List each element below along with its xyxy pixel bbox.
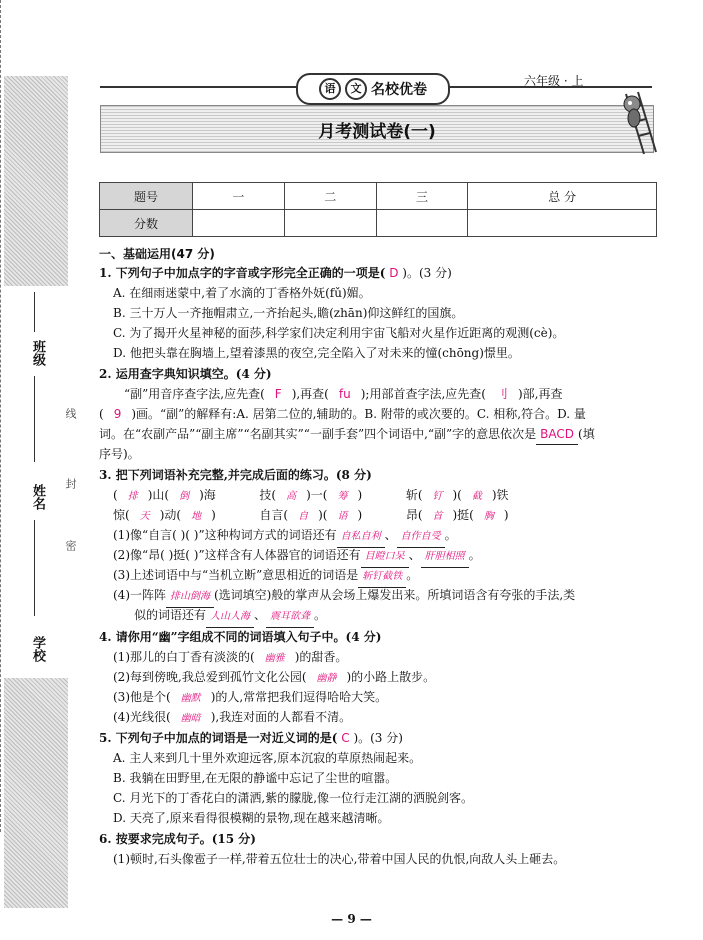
q4-stem: 4. 请你用“幽”字组成不同的词语填入句子中。(4 分): [99, 630, 382, 644]
logo-char-2: 文: [345, 78, 367, 100]
q3-stem: 3. 把下列词语补充完整,并完成后面的练习。(8 分): [99, 468, 372, 482]
monkey-ladder-illustration: [618, 88, 658, 156]
q3-sub-2: (2)像“昂( )挺( )”这样含有人体器官的词语还有 目瞪口呆 、 肝胆相照 。: [113, 545, 659, 568]
logo-char-1: 语: [319, 78, 341, 100]
school-label: 学校: [30, 636, 45, 662]
seal-seal: 封: [64, 478, 77, 489]
binding-line: [0, 0, 1, 832]
q3-word-row-1: ( 排 )山( 倒 )海 技( 高 )一( 筹 ) 斩( 钉 )( 截 )铁: [113, 488, 509, 502]
name-label: 姓名: [30, 484, 45, 510]
class-label: 班级: [30, 340, 45, 366]
q2-answer-3: 刂: [495, 387, 508, 401]
q2-line-4: 序号)。: [99, 447, 140, 461]
q2-line-3: 词。在“农副产品”“副主席”“名副其实”“一副手套”四个词语中,“副”字的意思依次是 BACD (填: [99, 424, 659, 445]
grade-label: 六年级 · 上: [524, 74, 584, 88]
score-row-label: 分数: [100, 210, 193, 237]
seal-line: 线: [64, 408, 77, 419]
q1-option-a: A. 在细雨迷蒙中,着了水滴的丁香格外妩(fǔ)媚。: [113, 286, 371, 300]
q5-answer: C: [341, 731, 350, 745]
q1-stem: 1. 下列句子中加点字的字音或字形完全正确的一项是( D )。(3 分): [99, 266, 452, 280]
q4-line-2: (2)每到傍晚,我总爱到孤竹文化公园( 幽静 )的小路上散步。: [113, 670, 436, 684]
score-col-total: 总 分: [468, 183, 657, 210]
margin-pattern-bottom: [4, 678, 68, 908]
q2-answer-1: F: [274, 387, 282, 401]
q5-stem: 5. 下列句子中加点的词语是一对近义词的是( C )。(3 分): [99, 731, 403, 745]
q4-line-4: (4)光线很( 幽暗 ),我连对面的人都看不清。: [113, 710, 352, 724]
q5-option-c: C. 月光下的丁香花白的潇洒,紫的朦胧,像一位行走江湖的洒脱剑客。: [113, 791, 474, 805]
seal-close: 密: [64, 540, 77, 551]
q6-line-1: (1)顿时,石头像雹子一样,带着五位壮士的决心,带着中国人民的仇恨,向敌人头上砸去。: [113, 852, 566, 866]
q3-sub-3: (3)上述词语中与“当机立断”意思相近的词语是 斩钉截铁 。: [113, 565, 659, 588]
q5-option-a: A. 主人来到几十里外欢迎远客,原本沉寂的草原热闹起来。: [113, 751, 422, 765]
q3-sub-1: (1)像“自言( )( )”这种构词方式的词语还有 自私自利 、 自作自受 。: [113, 525, 659, 548]
score-col-1: 一: [193, 183, 285, 210]
q2-line-1: “副”用音序查字法,应先查( F ),再查( fu );用部首查字法,应先查( 刂 )部,再查: [124, 387, 563, 401]
score-col-3: 三: [376, 183, 468, 210]
q1-option-c: C. 为了揭开火星神秘的面莎,科学家们决定利用宇宙飞船对火星作近距离的观测(cè)。: [113, 326, 565, 340]
q2-answer-2: fu: [338, 387, 351, 401]
page-title: 月考测试卷(一): [100, 105, 654, 153]
q5-option-b: B. 我躺在田野里,在无限的静谧中忘记了尘世的喧嚣。: [113, 771, 398, 785]
q4-line-1: (1)那儿的白丁香有淡淡的( 幽雅 )的甜香。: [113, 650, 348, 664]
logo-text: 名校优卷: [371, 82, 427, 98]
q2-stem: 2. 运用查字典知识填空。(4 分): [99, 367, 272, 381]
q2-answer-5: BACD: [536, 424, 578, 445]
q1-option-b: B. 三十万人一齐拖帽肃立,一齐抬起头,瞻(zhān)仰这鲜红的国旗。: [113, 306, 464, 320]
section-heading: 一、基础运用(47 分): [99, 247, 215, 261]
score-header-label: 题号: [100, 183, 193, 210]
series-logo: [296, 73, 450, 105]
q1-option-d: D. 他把头靠在胸墙上,望着漆黑的夜空,完全陷入了对未来的憧(chōng)憬里。: [113, 346, 520, 360]
q2-answer-4: 9: [113, 407, 122, 421]
q1-answer: D: [389, 266, 399, 280]
q2-line-2: ( 9 )画。“副”的解释有:A. 居第二位的,辅助的。B. 附带的或次要的。C. 相称,符合。D. 量: [99, 407, 586, 421]
q6-stem: 6. 按要求完成句子。(15 分): [99, 832, 256, 846]
q3-word-row-2: 惊( 天 )动( 地 ) 自言( 自 )( 语 ) 昂( 首 )挺( 胸 ): [113, 508, 509, 522]
page-number: — 9 —: [331, 912, 372, 926]
q3-sub-4: (4)一阵阵 排山倒海 (选词填空)般的掌声从会场上爆发出来。所填词语含有夸张的手法,类: [113, 585, 659, 608]
q4-line-3: (3)他是个( 幽默 )的人,常常把我们逗得哈哈大笑。: [113, 690, 388, 704]
q3-sub-4-cont: 似的词语还有 人山人海 、 震耳欲聋 。: [134, 605, 659, 628]
q5-option-d: D. 天亮了,原来看得很模糊的景物,现在越来越清晰。: [113, 811, 390, 825]
score-col-2: 二: [284, 183, 376, 210]
score-table: [99, 182, 657, 237]
margin-pattern-top: [4, 76, 68, 286]
